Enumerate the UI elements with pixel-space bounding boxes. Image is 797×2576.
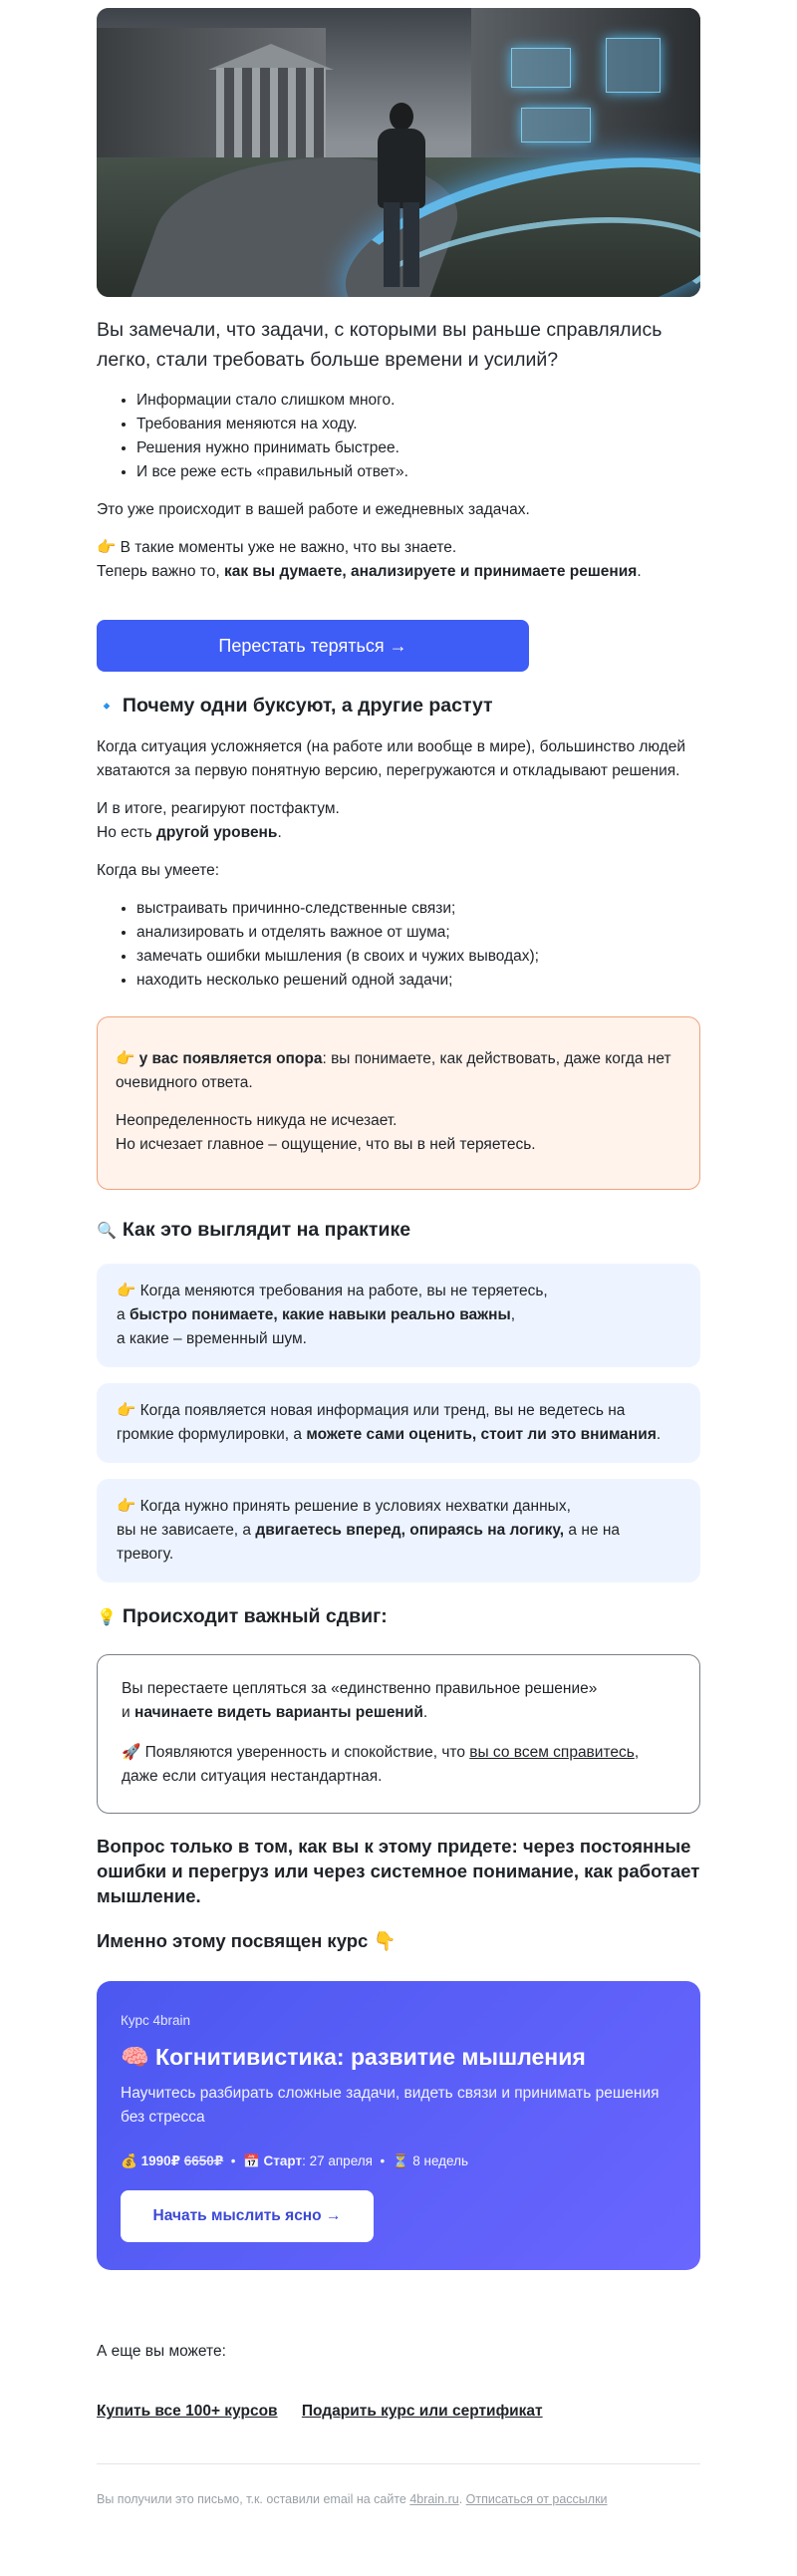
shift-line: даже если ситуация нестандартная. xyxy=(122,1768,383,1786)
divider xyxy=(97,2463,700,2464)
course-card xyxy=(97,1981,700,2270)
money-bag-icon: 💰 xyxy=(121,2153,137,2169)
card-line: 👉 Когда нужно принять решение в условиях нехватки данных, xyxy=(117,1498,571,1516)
section-heading-why xyxy=(97,692,700,721)
shift-paragraph-1 xyxy=(122,1677,675,1725)
course-meta: 💰 1990₽ 6650₽ • 📅 Старт: 27 апреля • ⏳ 8 недель xyxy=(121,2153,469,2169)
shift-line: и xyxy=(122,1704,134,1722)
more-text: А еще вы можете: xyxy=(97,2343,226,2361)
intro-lead: Вы замечали, что задачи, с которыми вы раньше справлялись легко, стали требовать больше времени и усилий? xyxy=(97,319,663,372)
card-text xyxy=(117,1399,680,1447)
intro-p2-line1: 👉 В такие моменты уже не важно, что вы знаете. xyxy=(97,539,457,557)
card-line: вы не зависаете, а xyxy=(117,1522,256,1540)
section1-paragraph-2 xyxy=(97,797,700,845)
practice-card xyxy=(97,1264,700,1367)
intro-bullets xyxy=(136,389,700,484)
you-can-handle-link[interactable]: вы со всем справитесь xyxy=(469,1744,635,1762)
card-line: а какие – временный шум. xyxy=(117,1330,307,1348)
callout-p1-post: : вы понимаете, как действовать, даже когда нет очевидного ответа. xyxy=(116,1050,671,1092)
intro-paragraph-1: Это уже происходит в вашей работе и ежедневных задачах. xyxy=(97,501,530,519)
section-title: Происходит важный сдвиг: xyxy=(122,1605,388,1628)
section-title: Как это выглядит на практике xyxy=(122,1219,411,1242)
card-bold: двигаетесь вперед, опираясь на логику, xyxy=(255,1522,565,1540)
card-text xyxy=(117,1495,680,1567)
hourglass-icon: ⏳ xyxy=(392,2153,409,2169)
rocket-line: 🚀 Появляются уверенность и спокойствие, что xyxy=(122,1744,470,1762)
shift-paragraph-2 xyxy=(122,1741,675,1789)
callout-paragraph-1 xyxy=(116,1047,681,1095)
callout-bold: у вас появляется опора xyxy=(138,1050,323,1068)
shift-line: Вы перестаете цепляться за «единственно правильное решение» xyxy=(122,1680,598,1698)
card-line: . xyxy=(656,1426,662,1444)
section-heading-shift xyxy=(97,1602,700,1632)
lightbulb-icon: 💡 xyxy=(97,1609,117,1627)
list-item: • замечать ошибки мышления (в своих и чужих выводах); xyxy=(136,945,700,969)
support-callout xyxy=(97,1016,700,1190)
email-body xyxy=(97,0,700,2510)
section1-paragraph-3: Когда вы умеете: xyxy=(97,862,220,880)
footer-text xyxy=(97,2490,700,2509)
card-line: 👉 Когда меняются требования на работе, вы не теряетесь, xyxy=(117,1283,548,1300)
hero-image xyxy=(97,8,700,297)
section1-paragraph-1: Когда ситуация усложняется (на работе или вообще в мире), большинство людей хватаются за первую понятную версию, перегружаются и откладывают решения. xyxy=(97,738,686,780)
buy-all-courses-link[interactable]: Купить все 100+ курсов xyxy=(97,2403,278,2421)
intro-p2-post: . xyxy=(637,563,642,581)
duration: 8 недель xyxy=(412,2153,469,2169)
list-item: • И все реже есть «правильный ответ». xyxy=(136,460,700,484)
shift-box xyxy=(97,1654,700,1814)
card-text xyxy=(117,1280,680,1351)
list-item: • Решения нужно принимать быстрее. xyxy=(136,436,700,460)
list-item: • Требования меняются на ходу. xyxy=(136,413,700,436)
unsubscribe-link[interactable]: Отписаться от рассылки xyxy=(465,2492,608,2507)
intro-p2-line2-pre: Теперь важно то, xyxy=(97,563,224,581)
callout-p2-line2: Но исчезает главное – ощущение, что вы в ней теряетесь. xyxy=(116,1136,536,1154)
more-links xyxy=(97,2400,700,2424)
start-thinking-button[interactable]: Начать мыслить ясно → xyxy=(121,2190,374,2242)
section-title: Почему одни буксуют, а другие растут xyxy=(122,695,493,717)
callout-p2-line1: Неопределенность никуда не исчезает. xyxy=(116,1112,398,1130)
intro-paragraph-2 xyxy=(97,536,700,584)
list-item: • анализировать и отделять важное от шума; xyxy=(136,921,700,945)
practice-card xyxy=(97,1479,700,1582)
shift-bold: начинаете видеть варианты решений xyxy=(133,1704,423,1722)
section1-p2-post: . xyxy=(277,824,282,842)
card-line: а не на тревогу. xyxy=(117,1522,621,1564)
callout-paragraph-2 xyxy=(116,1109,681,1157)
list-item: • находить несколько решений одной задачи; xyxy=(136,969,700,993)
course-intro-heading: Именно этому посвящен курс 👇 xyxy=(97,1930,397,1952)
skills-bullets xyxy=(136,897,700,993)
course-kicker: Курс 4brain xyxy=(121,2013,190,2029)
practice-card xyxy=(97,1383,700,1463)
section1-p2-bold: другой уровень xyxy=(155,824,278,842)
stop-getting-lost-button[interactable]: Перестать теряться → xyxy=(97,620,529,672)
blue-diamond-icon: 🔹 xyxy=(97,699,117,716)
footer-mid: . xyxy=(458,2492,466,2507)
site-link[interactable]: 4brain.ru xyxy=(409,2492,459,2507)
gift-course-link[interactable]: Подарить курс или сертификат xyxy=(301,2403,543,2421)
start-value: : 27 апреля xyxy=(302,2153,373,2169)
price-old: 6650₽ xyxy=(183,2153,224,2169)
course-description: Научитесь разбирать сложные задачи, видеть связи и принимать решения без стресса xyxy=(121,2085,660,2127)
section1-p2-line1: И в итоге, реагируют постфактум. xyxy=(97,800,340,818)
calendar-icon: 📅 xyxy=(242,2153,260,2169)
footer-pre: Вы получили это письмо, т.к. оставили email на сайте xyxy=(97,2492,410,2507)
pointing-hand-icon: 👉 xyxy=(116,1050,139,1068)
section-heading-practice xyxy=(97,1216,700,1246)
person-silhouette xyxy=(374,103,429,287)
section1-p2-pre: Но есть xyxy=(97,824,156,842)
intro-p2-bold: как вы думаете, анализируете и принимаете решения xyxy=(223,563,638,581)
card-line: , xyxy=(510,1306,516,1324)
card-line: 👉 Когда появляется новая информация или тренд, вы не ведетесь на громкие формулировки, а xyxy=(117,1402,626,1444)
shift-line: . xyxy=(422,1704,428,1722)
start-label: Старт xyxy=(263,2153,303,2169)
price-new: 1990₽ xyxy=(140,2153,181,2169)
card-bold: можете сами оценить, стоит ли это внимания xyxy=(306,1426,657,1444)
list-item: • Информации стало слишком много. xyxy=(136,389,700,413)
course-title: 🧠 Когнитивистика: развитие мышления xyxy=(121,2044,586,2071)
card-line: а xyxy=(117,1306,130,1324)
question-heading: Вопрос только в том, как вы к этому придете: через постоянные ошибки и перегруз или через системное понимание, как работает мышление. xyxy=(97,1836,700,1907)
shift-line: , xyxy=(634,1744,640,1762)
card-bold: быстро понимаете, какие навыки реально важны xyxy=(129,1306,511,1324)
magnifier-icon: 🔍 xyxy=(97,1223,117,1241)
list-item: • выстраивать причинно-следственные связи; xyxy=(136,897,700,921)
